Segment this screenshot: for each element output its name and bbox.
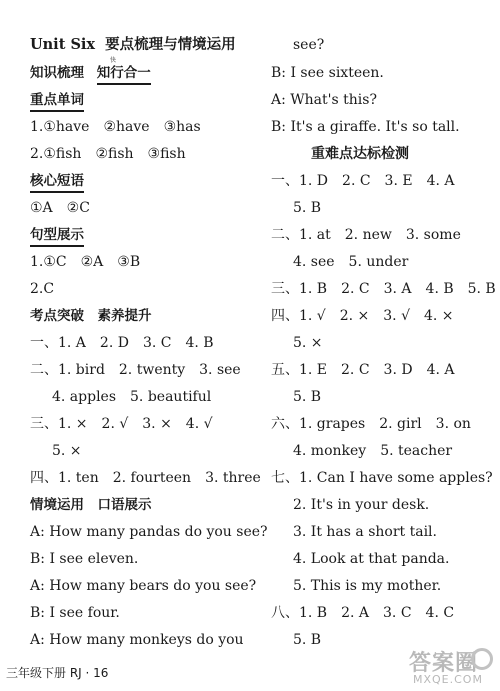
exam-answer-3a: 三、1. × 2. √ 3. × 4. √: [30, 416, 213, 432]
check-answer-1a: 一、1. D 2. C 3. E 4. A: [271, 173, 455, 189]
dialogue-line-8: A: What's this?: [271, 92, 377, 108]
exam-answer-2b: 4. apples 5. beautiful: [52, 389, 212, 405]
page-footer: 三年级下册 RJ · 16: [6, 666, 109, 680]
check-answer-7a: 七、1. Can I have some apples?: [271, 470, 493, 486]
dialogue-line-7: B: I see sixteen.: [271, 65, 384, 81]
check-answer-1b: 5. B: [293, 200, 322, 216]
dialogue-line-5: A: How many monkeys do you: [30, 632, 244, 648]
check-answer-6a: 六、1. grapes 2. girl 3. on: [271, 416, 471, 432]
unit-title-cn: 要点梳理与情境运用: [105, 37, 236, 53]
dialogue-line-6: see?: [293, 37, 325, 53]
unit-title-en: Unit Six: [30, 36, 96, 53]
exam-answer-2a: 二、1. bird 2. twenty 3. see: [30, 362, 241, 378]
dialogue-line-1: A: How many pandas do you see?: [30, 524, 268, 540]
zhixing-heading: 知行合一: [97, 64, 151, 85]
check-answer-2a: 二、1. at 2. new 3. some: [271, 227, 461, 243]
exam-answer-1: 一、1. A 2. D 3. C 4. B: [30, 335, 214, 351]
sentence-answer-2: 2.C: [30, 281, 55, 297]
situation-heading: 情境运用 口语展示: [30, 497, 152, 513]
check-answer-5b: 5. B: [293, 389, 322, 405]
unit-title: [30, 36, 236, 54]
watermark-url: MXQE.COM: [413, 673, 483, 686]
check-answer-7e: 5. This is my mother.: [293, 578, 442, 594]
exam-answer-4: 四、1. ten 2. fourteen 3. three: [30, 470, 261, 486]
check-answer-6b: 4. monkey 5. teacher: [293, 443, 453, 459]
dialogue-line-3: A: How many bears do you see?: [30, 578, 257, 594]
check-answer-8a: 八、1. B 2. A 3. C 4. C: [271, 605, 455, 621]
dialogue-line-2: B: I see eleven.: [30, 551, 139, 567]
check-answer-3: 三、1. B 2. C 3. A 4. B 5. B: [271, 281, 496, 297]
watermark-ring-icon: [471, 648, 493, 670]
key-words-answer-2: 2.①fish ②fish ③fish: [30, 146, 186, 162]
core-phrases-answer: ①A ②C: [30, 200, 90, 216]
sentence-pattern-heading: 句型展示: [30, 226, 84, 247]
check-answer-4b: 5. ×: [293, 335, 323, 351]
watermark-logo: [405, 646, 497, 690]
check-answer-7b: 2. It's in your desk.: [293, 497, 430, 513]
check-answer-8b: 5. B: [293, 632, 322, 648]
tiny-tag: 快: [110, 57, 117, 64]
check-answer-2b: 4. see 5. under: [293, 254, 409, 270]
check-answer-4a: 四、1. √ 2. × 3. √ 4. ×: [271, 308, 454, 324]
dialogue-line-4: B: I see four.: [30, 605, 120, 621]
check-answer-7c: 3. It has a short tail.: [293, 524, 437, 540]
difficulty-check-heading: 重难点达标检测: [311, 146, 409, 162]
exam-points-heading: 考点突破 素养提升: [30, 308, 152, 324]
key-words-answer-1: 1.①have ②have ③has: [30, 119, 201, 135]
exam-answer-3b: 5. ×: [52, 443, 82, 459]
core-phrases-heading: 核心短语: [30, 172, 84, 193]
check-answer-5a: 五、1. E 2. C 3. D 4. A: [271, 362, 455, 378]
watermark-text: 答案圈: [409, 651, 479, 676]
knowledge-heading: 知识梳理 知行合一: [30, 64, 151, 85]
sentence-answer-1: 1.①C ②A ③B: [30, 254, 141, 270]
check-answer-7d: 4. Look at that panda.: [293, 551, 450, 567]
dialogue-line-9: B: It's a giraffe. It's so tall.: [271, 119, 460, 135]
key-words-heading: 重点单词: [30, 91, 84, 112]
